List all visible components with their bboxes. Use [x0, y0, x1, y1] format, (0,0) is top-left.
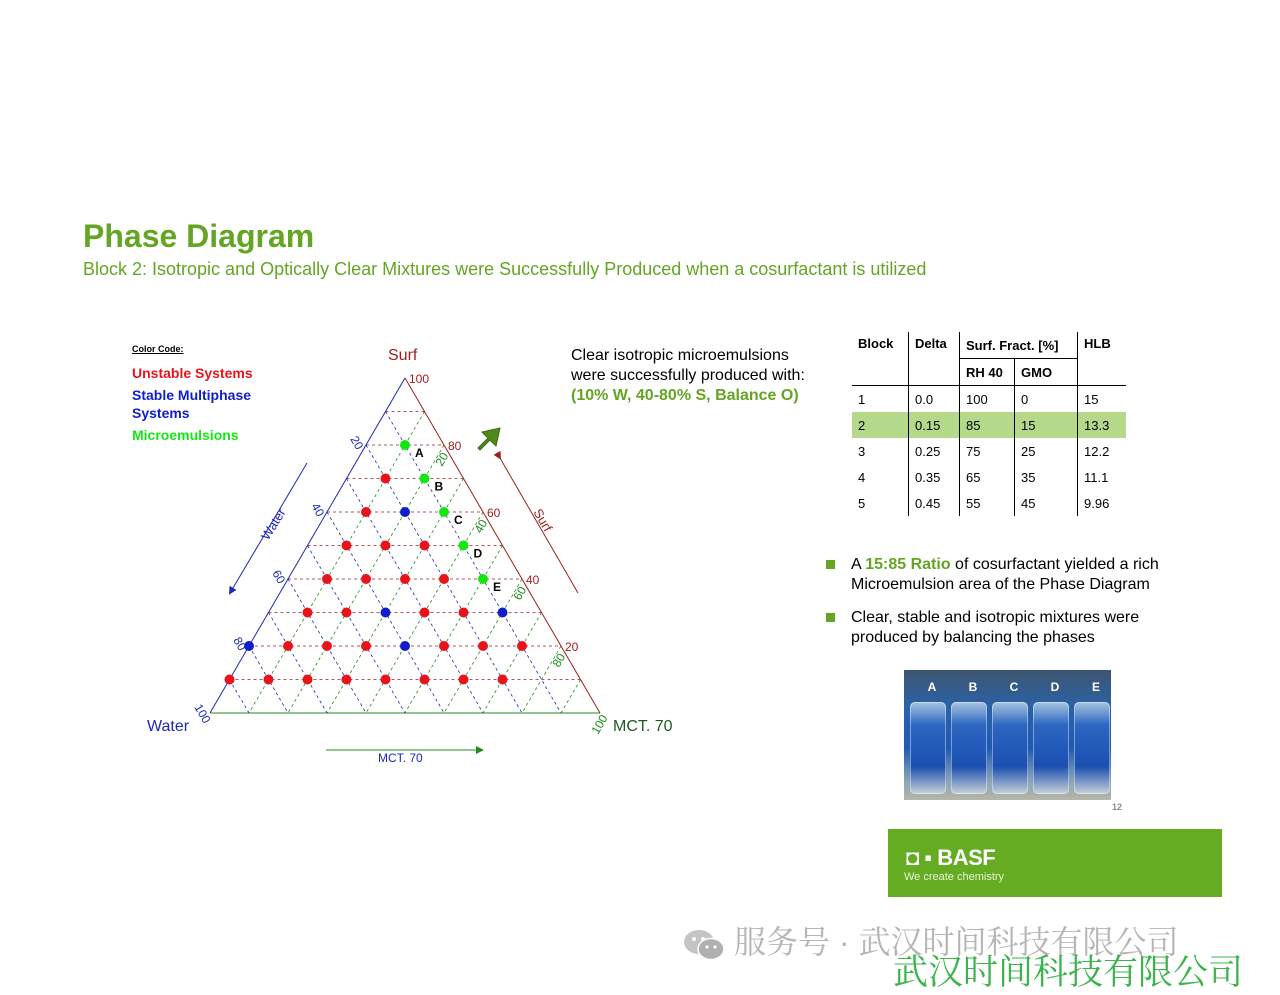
ternary-phase-diagram	[140, 340, 700, 780]
axis-title-surf: Surf	[530, 506, 556, 535]
point-label-a: A	[415, 446, 424, 460]
legend-heading: Color Code:	[132, 344, 184, 354]
data-point-green	[420, 474, 430, 484]
legend-unstable: Unstable Systems	[132, 365, 253, 381]
bullet-square-icon	[826, 613, 835, 622]
bullet-ratio: A 15:85 Ratio of cosurfactant yielded a rich Microemulsion area of the Phase Diagram	[826, 555, 1206, 595]
data-point-red	[439, 641, 449, 651]
th-delta: Delta	[909, 332, 960, 386]
tick-label-surf: 20	[565, 640, 579, 654]
data-point-red	[264, 675, 274, 685]
page-number: 12	[1112, 802, 1123, 812]
table-row: 1 0.0 100 0 15	[852, 386, 1126, 413]
tick-label-water: 100	[191, 701, 214, 726]
page-title: Phase Diagram	[83, 218, 315, 254]
data-point-red	[439, 574, 449, 584]
vertex-label-water: Water	[147, 718, 190, 735]
grid-line-water	[308, 546, 406, 714]
data-point-red	[225, 675, 235, 685]
data-point-green	[439, 507, 449, 517]
grid-line-mct	[249, 412, 425, 714]
diagram-grid	[230, 412, 581, 714]
tick-label-surf: 60	[487, 506, 501, 520]
table-row-highlighted: 2 0.15 85 15 13.3	[852, 412, 1126, 438]
axis-title-water: Water	[257, 505, 289, 543]
th-block: Block	[852, 332, 909, 386]
grid-line-mct	[483, 613, 542, 714]
data-point-red	[361, 507, 371, 517]
tick-label-surf: 100	[409, 372, 430, 386]
tick-label-water: 20	[347, 433, 367, 453]
bullet-balance: Clear, stable and isotropic mixtures were produced by balancing the phases	[826, 608, 1206, 648]
data-point-red	[303, 675, 313, 685]
tick-label-mct: 40	[471, 516, 491, 536]
th-rh40: RH 40	[960, 359, 1015, 386]
data-point-red	[420, 608, 430, 618]
point-label-c: C	[454, 513, 463, 527]
grid-line-mct	[405, 546, 503, 714]
th-surf-fract: Surf. Fract. [%]	[960, 332, 1078, 359]
tick-labels	[191, 372, 610, 737]
axis-arrows	[230, 458, 578, 750]
table-row: 4 0.35 65 35 11.1	[852, 464, 1126, 490]
data-point-red	[381, 675, 391, 685]
data-point-red	[361, 641, 371, 651]
data-point-green	[459, 541, 469, 551]
watermark-company: 武汉时间科技有限公司	[893, 953, 1244, 992]
tick-label-mct: 80	[549, 650, 569, 670]
data-point-red	[400, 574, 410, 584]
th-gmo: GMO	[1015, 359, 1078, 386]
vial-label-d: D	[1050, 680, 1060, 694]
th-hlb: HLB	[1078, 332, 1127, 386]
wechat-icon	[682, 928, 726, 962]
data-point-red	[322, 641, 332, 651]
data-point-red	[361, 574, 371, 584]
data-point-blue	[381, 608, 391, 618]
vial-label-e: E	[1091, 680, 1100, 694]
data-point-red	[381, 474, 391, 484]
legend-multiphase: Stable Multiphase Systems	[132, 387, 252, 421]
data-point-red	[420, 675, 430, 685]
data-point-blue	[498, 608, 508, 618]
data-point-green	[478, 574, 488, 584]
result-statement: Clear isotropic microemulsions were successfully produced with: (10% W, 40-80% S, Balance O)	[571, 347, 805, 404]
basf-logo-banner	[888, 829, 1222, 897]
data-point-red	[342, 608, 352, 618]
vial-label-c: C	[1009, 680, 1019, 694]
data-point-red	[342, 541, 352, 551]
data-point-blue	[400, 641, 410, 651]
point-label-b: B	[434, 479, 444, 494]
data-point-red	[303, 608, 313, 618]
basf-tagline: We create chemistry	[904, 871, 1005, 883]
data-point-red	[498, 675, 508, 685]
green-pointer-arrow	[478, 428, 500, 450]
grid-line-water	[386, 412, 562, 714]
vials-photo	[904, 670, 1111, 800]
tick-label-mct: 100	[588, 712, 611, 737]
page-subtitle: Block 2: Isotropic and Optically Clear Mixtures were Successfully Produced when a cosurfactant is utilized	[83, 259, 927, 279]
vial-label-b: B	[968, 680, 978, 694]
data-point-red	[283, 641, 293, 651]
tick-label-surf: 40	[526, 573, 540, 587]
point-label-d: D	[473, 546, 483, 561]
axis-title-mct: MCT. 70	[378, 751, 423, 765]
vial-label-a: A	[927, 680, 937, 694]
vertex-label-mct: MCT. 70	[613, 718, 673, 735]
basf-logo: ◘ ▪ BASF	[906, 845, 996, 870]
watermark-service: 服务号 · 武汉时间科技有限公司	[682, 917, 1178, 963]
bullet-square-icon	[826, 560, 835, 569]
tick-label-mct: 60	[510, 583, 530, 603]
data-point-red	[478, 641, 488, 651]
tick-label-surf: 80	[448, 439, 462, 453]
data-point-red	[342, 675, 352, 685]
data-point-red	[459, 608, 469, 618]
block-table	[852, 332, 1126, 516]
data-point-red	[322, 574, 332, 584]
key-findings	[826, 555, 1206, 661]
data-point-red	[381, 541, 391, 551]
data-point-green	[400, 440, 410, 450]
legend-microemulsions: Microemulsions	[132, 427, 239, 443]
grid-line-mct	[561, 680, 581, 714]
point-label-e: E	[493, 580, 502, 594]
data-point-red	[459, 675, 469, 685]
tick-label-mct: 20	[432, 449, 452, 469]
table-row: 5 0.45 55 45 9.96	[852, 490, 1126, 516]
tick-label-water: 80	[230, 634, 250, 654]
grid-line-water	[230, 680, 250, 714]
table-row: 3 0.25 75 25 12.2	[852, 438, 1126, 464]
data-point-blue	[400, 507, 410, 517]
vertex-label-surf: Surf	[388, 347, 418, 364]
data-point-red	[420, 541, 430, 551]
tick-label-water: 40	[308, 500, 328, 520]
grid-line-water	[269, 613, 328, 714]
data-points	[225, 440, 528, 685]
data-point-red	[517, 641, 527, 651]
tick-label-water: 60	[269, 567, 289, 587]
